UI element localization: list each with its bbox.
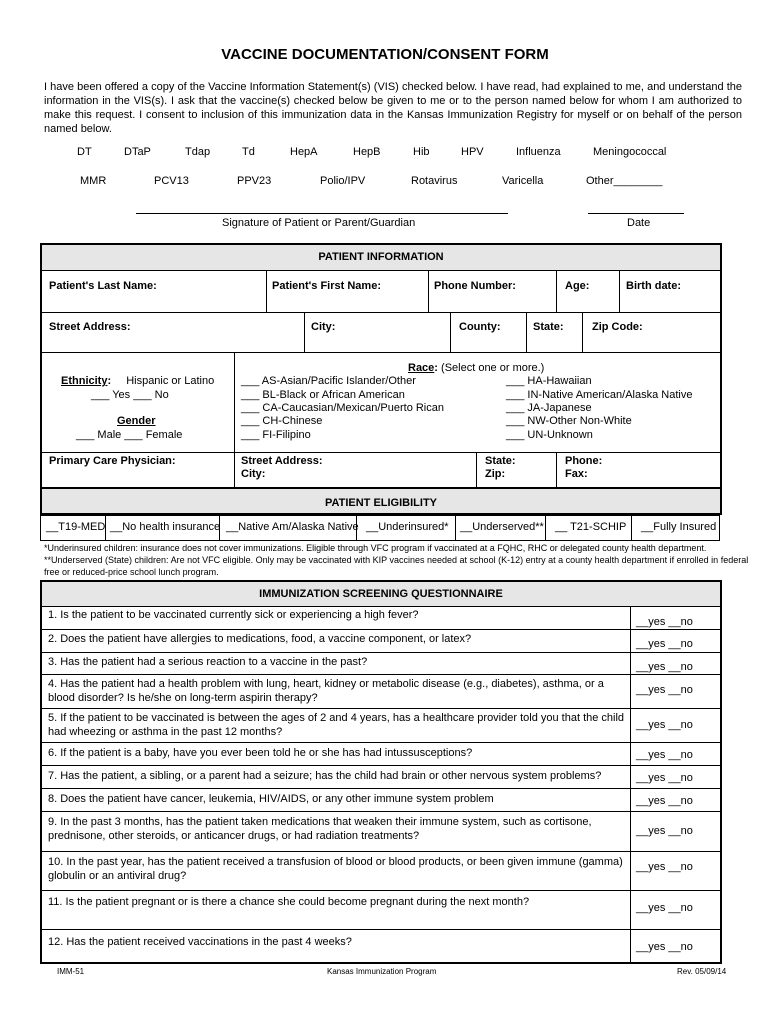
race-option[interactable]: ___ FI-Filipino xyxy=(241,429,311,441)
ethnicity-yes-no[interactable]: ___ Yes ___ No xyxy=(91,389,169,401)
underinsured-note: *Underinsured children: insurance does not cover immunizations. Eligible through VFC program if vaccinated at a FQHC, RHC or delegated county health department. xyxy=(44,543,707,553)
screening-question: 3. Has the patient had a serious reaction to a vaccine in the past? xyxy=(48,656,368,668)
pcp-state-field[interactable]: State: xyxy=(485,455,516,467)
vaccine-option[interactable]: PPV23 xyxy=(237,175,272,187)
screening-question: 5. If the patient to be vaccinated is between the ages of 2 and 4 years, has a healthcare provider told you that the child had wheezing or asthma in the past 12 months? xyxy=(48,712,625,738)
revision-date: Rev. 05/09/14 xyxy=(677,967,727,976)
screening-question: 9. In the past 3 months, has the patient taken medications that weaken their immune system, such as cortisone, prednisone, other steroids, or anticancer drugs, or had radiation treatments? xyxy=(48,816,592,842)
race-option[interactable]: ___ UN-Unknown xyxy=(506,429,593,441)
gender-options[interactable]: ___ Male ___ Female xyxy=(76,429,183,441)
primary-care-physician-field[interactable]: Primary Care Physician: xyxy=(49,455,176,467)
birth-date-field[interactable]: Birth date: xyxy=(626,280,681,292)
screening-question: 12. Has the patient received vaccinations in the past 4 weeks? xyxy=(48,936,352,948)
county-field[interactable]: County: xyxy=(459,321,501,333)
yes-no-answer[interactable]: __yes __no xyxy=(636,749,693,761)
yes-no-answer[interactable]: __yes __no xyxy=(636,638,693,650)
vaccine-option[interactable]: HepB xyxy=(353,146,381,158)
race-note: (Select one or more.) xyxy=(441,362,545,374)
pcp-fax-field[interactable]: Fax: xyxy=(565,468,588,480)
last-name-field[interactable]: Patient's Last Name: xyxy=(49,280,157,292)
questionnaire-header: IMMUNIZATION SCREENING QUESTIONNAIRE xyxy=(42,582,720,606)
vaccine-option[interactable]: PCV13 xyxy=(154,175,189,187)
race-option[interactable]: ___ JA-Japanese xyxy=(506,402,592,414)
yes-no-answer[interactable]: __yes __no xyxy=(636,719,693,731)
yes-no-answer[interactable]: __yes __no xyxy=(636,616,693,628)
vaccine-option[interactable]: HepA xyxy=(290,146,318,158)
consent-statement: I have been offered a copy of the Vaccine Information Statement(s) (VIS) checked below. I have read, had explained to me, and understand the information in the VIS(s). I ask that the vaccine(s) checked below be given to me or to the person named below for whom I am authorized to make this request. I consent to inclusion of this immunization data in the Kansas Immunization Registry for myself or on behalf of the person named below. xyxy=(44,81,742,135)
race-option[interactable]: ___ BL-Black or African American xyxy=(241,389,405,401)
race-heading: Race: (Select one or more.) xyxy=(408,362,545,374)
vaccine-option[interactable]: Meningococcal xyxy=(593,146,667,158)
yes-no-answer[interactable]: __yes __no xyxy=(636,941,693,953)
program-name: Kansas Immunization Program xyxy=(327,967,437,976)
vaccine-option[interactable]: DT xyxy=(77,146,92,158)
yes-no-answer[interactable]: __yes __no xyxy=(636,661,693,673)
pcp-street-field[interactable]: Street Address: xyxy=(241,455,323,467)
pcp-zip-field[interactable]: Zip: xyxy=(485,468,506,480)
vaccine-option[interactable]: HPV xyxy=(461,146,484,158)
patient-eligibility-header: PATIENT ELIGIBILITY xyxy=(40,487,722,515)
screening-question: 10. In the past year, has the patient received a transfusion of blood or blood products, or been given immune (gamma) globulin or an antiviral drug? xyxy=(48,856,623,882)
race-option[interactable]: ___ AS-Asian/Pacific Islander/Other xyxy=(241,375,416,387)
vaccine-option[interactable]: Polio/IPV xyxy=(320,175,366,187)
screening-question: 1. Is the patient to be vaccinated currently sick or experiencing a high fever? xyxy=(48,609,419,621)
vaccine-option[interactable]: Td xyxy=(242,146,255,158)
vaccine-option[interactable]: Varicella xyxy=(502,175,544,187)
screening-question: 4. Has the patient had a health problem with lung, heart, kidney or metabolic disease (e.g., diabetes), asthma, or a blood disorder? Is he/she on long-term aspirin therapy? xyxy=(48,678,604,704)
screening-question: 2. Does the patient have allergies to medications, food, a vaccine component, or latex? xyxy=(48,633,472,645)
eligibility-option[interactable]: __Native Am/Alaska Native xyxy=(226,521,359,533)
vaccine-option[interactable]: DTaP xyxy=(124,146,151,158)
signature-line[interactable] xyxy=(136,213,508,214)
first-name-field[interactable]: Patient's First Name: xyxy=(272,280,381,292)
pcp-city-field[interactable]: City: xyxy=(241,468,266,480)
vaccine-option[interactable]: MMR xyxy=(80,175,107,187)
eligibility-option[interactable]: __No health insurance xyxy=(110,521,221,533)
eligibility-option[interactable]: __ T21-SCHIP xyxy=(555,521,627,533)
race-option[interactable]: ___ CH-Chinese xyxy=(241,415,323,427)
race-option[interactable]: ___ IN-Native American/Alaska Native xyxy=(506,389,693,401)
city-field[interactable]: City: xyxy=(311,321,336,333)
eligibility-option[interactable]: __Underinsured* xyxy=(366,521,449,533)
state-field[interactable]: State: xyxy=(533,321,564,333)
screening-question: 11. Is the patient pregnant or is there a chance she could become pregnant during the next month? xyxy=(48,896,530,908)
eligibility-option[interactable]: __Fully Insured xyxy=(641,521,717,533)
yes-no-answer[interactable]: __yes __no xyxy=(636,795,693,807)
ethnicity-label: Ethnicity xyxy=(61,375,108,387)
date-line[interactable] xyxy=(588,213,684,214)
vaccine-option[interactable]: Tdap xyxy=(185,146,211,158)
form-title: VACCINE DOCUMENTATION/CONSENT FORM xyxy=(221,46,549,63)
race-option[interactable]: ___ NW-Other Non-White xyxy=(506,415,632,427)
yes-no-answer[interactable]: __yes __no xyxy=(636,825,693,837)
ethnicity-row: Ethnicity: Hispanic or Latino xyxy=(61,375,215,387)
patient-information-header: PATIENT INFORMATION xyxy=(42,245,720,270)
yes-no-answer[interactable]: __yes __no xyxy=(636,861,693,873)
pcp-phone-field[interactable]: Phone: xyxy=(565,455,603,467)
eligibility-option[interactable]: __T19-MED xyxy=(46,521,106,533)
zip-code-field[interactable]: Zip Code: xyxy=(592,321,643,333)
vaccine-option[interactable]: Other________ xyxy=(586,175,663,187)
signature-label: Signature of Patient or Parent/Guardian xyxy=(222,217,416,229)
yes-no-answer[interactable]: __yes __no xyxy=(636,684,693,696)
age-field[interactable]: Age: xyxy=(565,280,590,292)
yes-no-answer[interactable]: __yes __no xyxy=(636,772,693,784)
street-address-field[interactable]: Street Address: xyxy=(49,321,131,333)
yes-no-answer[interactable]: __yes __no xyxy=(636,902,693,914)
date-label: Date xyxy=(627,217,651,229)
vaccine-option[interactable]: Rotavirus xyxy=(411,175,458,187)
race-option[interactable]: ___ CA-Caucasian/Mexican/Puerto Rican xyxy=(241,402,444,414)
screening-question: 7. Has the patient, a sibling, or a parent had a seizure; has the child had brain or other nervous system problems? xyxy=(48,770,602,782)
underserved-note: **Underserved (State) children: Are not VFC eligible. Only may be vaccinated with KIP vaccines needed at school (K-12) entry at a county health department if enrolled in federal free or reduced-price school lunch program. xyxy=(44,555,749,577)
phone-number-field[interactable]: Phone Number: xyxy=(434,280,516,292)
form-number: IMM-51 xyxy=(57,967,85,976)
gender-label: Gender xyxy=(117,415,156,427)
ethnicity-option: Hispanic or Latino xyxy=(126,375,215,387)
eligibility-option[interactable]: __Underserved** xyxy=(460,521,544,533)
vaccine-option[interactable]: Influenza xyxy=(516,146,561,158)
screening-question: 6. If the patient is a baby, have you ever been told he or she has had intussusceptions? xyxy=(48,747,473,759)
race-label: Race xyxy=(408,362,435,374)
race-option[interactable]: ___ HA-Hawaiian xyxy=(506,375,592,387)
screening-question: 8. Does the patient have cancer, leukemia, HIV/AIDS, or any other immune system problem xyxy=(48,793,494,805)
vaccine-option[interactable]: Hib xyxy=(413,146,430,158)
